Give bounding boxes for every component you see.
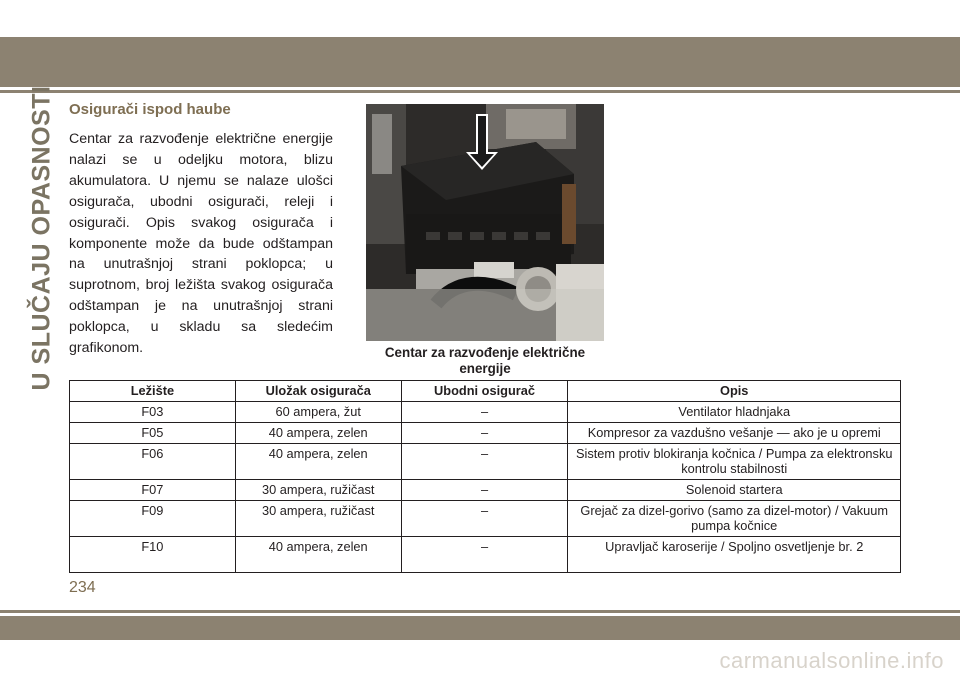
section-title: Osigurači ispod haube — [69, 101, 231, 118]
header-blade-fuse: Ubodni osigurač — [401, 381, 568, 402]
table-row — [70, 423, 901, 444]
cell-cartridge-fuse: 40 ampera, zelen — [235, 423, 401, 444]
table-row — [70, 444, 901, 480]
engine-fuse-box-photo — [366, 104, 604, 341]
header-cartridge-fuse: Uložak osigurača — [235, 381, 401, 402]
cell-description: Solenoid startera — [568, 480, 901, 501]
cell-description: Upravljač karoserije / Spoljno osvetljenje br. 2 — [568, 537, 901, 573]
cell-blade-fuse: – — [401, 402, 568, 423]
cell-cartridge-fuse: 30 ampera, ružičast — [235, 501, 401, 537]
cell-cavity: F07 — [70, 480, 236, 501]
body-paragraph: Centar za razvođenje električne energije nalazi se u odeljku motora, blizu akumulatora. U njemu se nalaze ulošci osigurača, ubodni osigurači, releji i osigurači. Opis svakog osigurača i komponente može da bude odštampan na unutrašnjoj strani poklopca; u suprotnom, broj ležišta svakog osigurača odštampan je na unutrašnjoj strani poklopca, u skladu sa sledećim grafikonom. — [69, 131, 333, 357]
cell-description: Grejač za dizel-gorivo (samo za dizel-motor) / Vakuum pumpa kočnice — [568, 501, 901, 537]
bottom-rule — [0, 610, 960, 613]
cell-description: Sistem protiv blokiranja kočnica / Pumpa za elektronsku kontrolu stabilnosti — [568, 444, 901, 480]
fuse-table — [69, 380, 901, 573]
watermark: carmanualsonline.info — [719, 648, 944, 673]
cell-blade-fuse: – — [401, 444, 568, 480]
page-number: 234 — [69, 579, 96, 596]
header-cavity: Ležište — [70, 381, 236, 402]
table-row — [70, 501, 901, 537]
fuse-table-header — [70, 381, 901, 402]
cell-cavity: F10 — [70, 537, 236, 573]
cell-blade-fuse: – — [401, 423, 568, 444]
cell-cartridge-fuse: 30 ampera, ružičast — [235, 480, 401, 501]
cell-cavity: F09 — [70, 501, 236, 537]
figure-caption: Centar za razvođenje električne energije — [384, 345, 586, 376]
cell-blade-fuse: – — [401, 480, 568, 501]
cell-blade-fuse: – — [401, 537, 568, 573]
cell-cartridge-fuse: 40 ampera, zelen — [235, 537, 401, 573]
bottom-band — [0, 616, 960, 640]
top-band — [0, 37, 960, 87]
top-rule — [0, 90, 960, 93]
cell-cavity: F03 — [70, 402, 236, 423]
cell-cartridge-fuse: 60 ampera, žut — [235, 402, 401, 423]
header-description: Opis — [568, 381, 901, 402]
chapter-side-title-text: U SLUČAJU OPASNOSTI — [27, 85, 56, 391]
cell-cavity: F05 — [70, 423, 236, 444]
table-row — [70, 537, 901, 573]
chapter-side-title — [27, 85, 56, 391]
table-row — [70, 480, 901, 501]
cell-description: Ventilator hladnjaka — [568, 402, 901, 423]
cell-cartridge-fuse: 40 ampera, zelen — [235, 444, 401, 480]
table-row — [70, 402, 901, 423]
cell-cavity: F06 — [70, 444, 236, 480]
cell-description: Kompresor za vazdušno vešanje — ako je u opremi — [568, 423, 901, 444]
cell-blade-fuse: – — [401, 501, 568, 537]
